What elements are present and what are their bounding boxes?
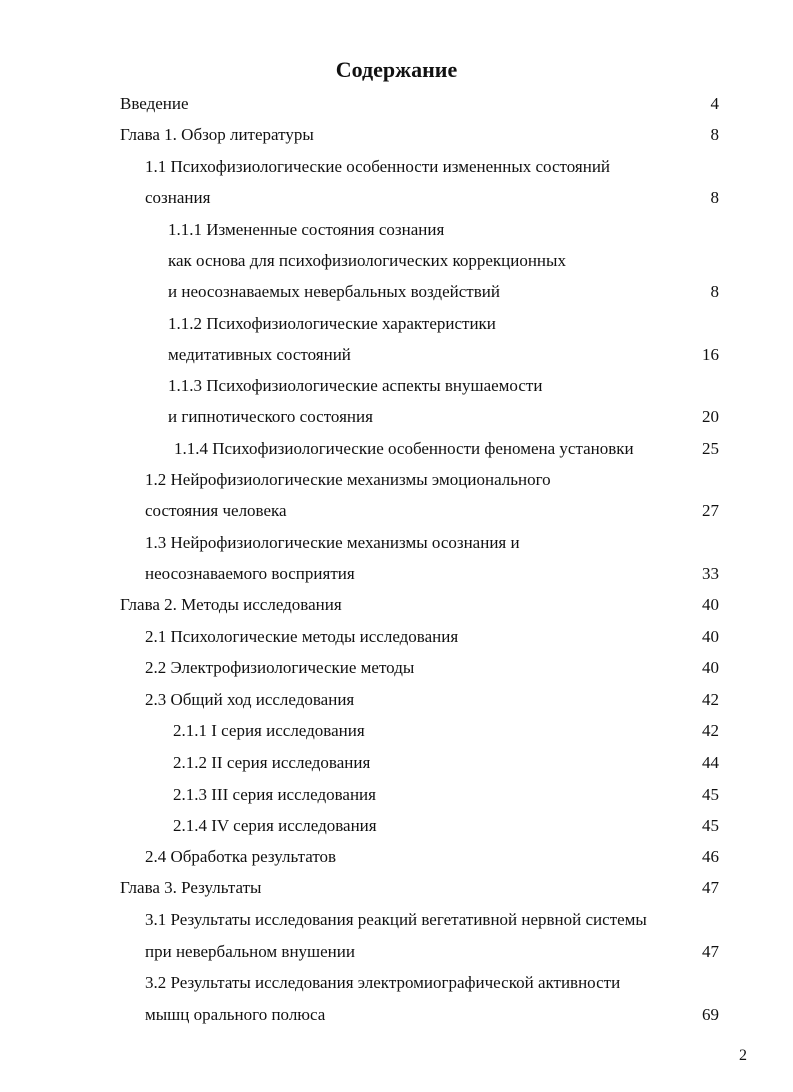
toc-entry: при невербальном внушении [145,942,355,961]
toc-page-number: 8 [710,188,719,207]
toc-entry: Глава 2. Методы исследования [120,595,342,614]
toc-entry: 2.1.2 II серия исследования [173,753,371,772]
toc-entry: Глава 1. Обзор литературы [120,125,314,144]
toc-page-number: 42 [702,690,719,709]
toc-page-number: 40 [702,595,719,614]
toc-page-number: 40 [702,627,719,646]
toc-entry: 2.1.1 I серия исследования [173,721,365,740]
toc-page-number: 47 [702,942,719,961]
toc-page-number: 4 [710,94,719,113]
toc-entry: 1.3 Нейрофизиологические механизмы осознания и [145,533,520,552]
toc-entry: 2.1 Психологические методы исследования [145,627,459,646]
page-number: 2 [739,1047,747,1064]
toc-page-number: 33 [702,564,719,583]
toc-entry: как основа для психофизиологических коррекционных [168,251,566,270]
toc-entry: 1.1.2 Психофизиологические характеристики [168,314,496,333]
toc-page-number: 44 [702,753,719,772]
toc-entry: 2.3 Общий ход исследования [145,690,355,709]
toc-entry: Глава 3. Результаты [120,878,262,897]
toc-page-number: 40 [702,658,719,677]
toc-entry: 1.1 Психофизиологические особенности измененных состояний [145,157,611,176]
toc-page-number: 8 [710,125,719,144]
toc-entry: сознания [145,188,211,207]
toc-entry: неосознаваемого восприятия [145,564,355,583]
toc-entry: состояния человека [145,501,287,520]
toc-page-number: 27 [702,501,719,520]
toc-entry: медитативных состояний [168,345,351,364]
toc-page-number: 20 [702,407,719,426]
toc-entry: 1.2 Нейрофизиологические механизмы эмоционального [145,470,551,489]
toc-page-number: 45 [702,816,719,835]
toc-page-number: 8 [710,282,719,301]
toc-entry: 2.1.4 IV серия исследования [173,816,377,835]
toc-page-number: 16 [702,345,719,364]
toc-entry: 2.4 Обработка результатов [145,847,337,866]
toc-entry: и гипнотического состояния [168,407,373,426]
toc-entry: 2.1.3 III серия исследования [173,785,376,804]
toc-page-number: 45 [702,785,719,804]
toc-entry: 1.1.4 Психофизиологические особенности феномена установки [174,439,634,458]
toc-entry: Введение [120,94,189,113]
page-title: Содержание [335,57,458,82]
toc-page-number: 42 [702,721,719,740]
toc-entry: 3.1 Результаты исследования реакций вегетативной нервной системы [145,910,647,929]
toc-entry: 2.2 Электрофизиологические методы [145,658,415,677]
toc-entry: мышц орального полюса [145,1005,326,1024]
toc-page-number: 69 [702,1005,719,1024]
toc-page-number: 47 [702,878,719,897]
toc-entry: и неосознаваемых невербальных воздействий [168,282,500,301]
toc-entry: 1.1.3 Психофизиологические аспекты внушаемости [168,376,543,395]
toc-entry: 1.1.1 Измененные состояния сознания [168,220,445,239]
toc-entry: 3.2 Результаты исследования электромиографической активности [145,973,621,992]
toc-page-number: 46 [702,847,719,866]
toc-page-number: 25 [702,439,719,458]
